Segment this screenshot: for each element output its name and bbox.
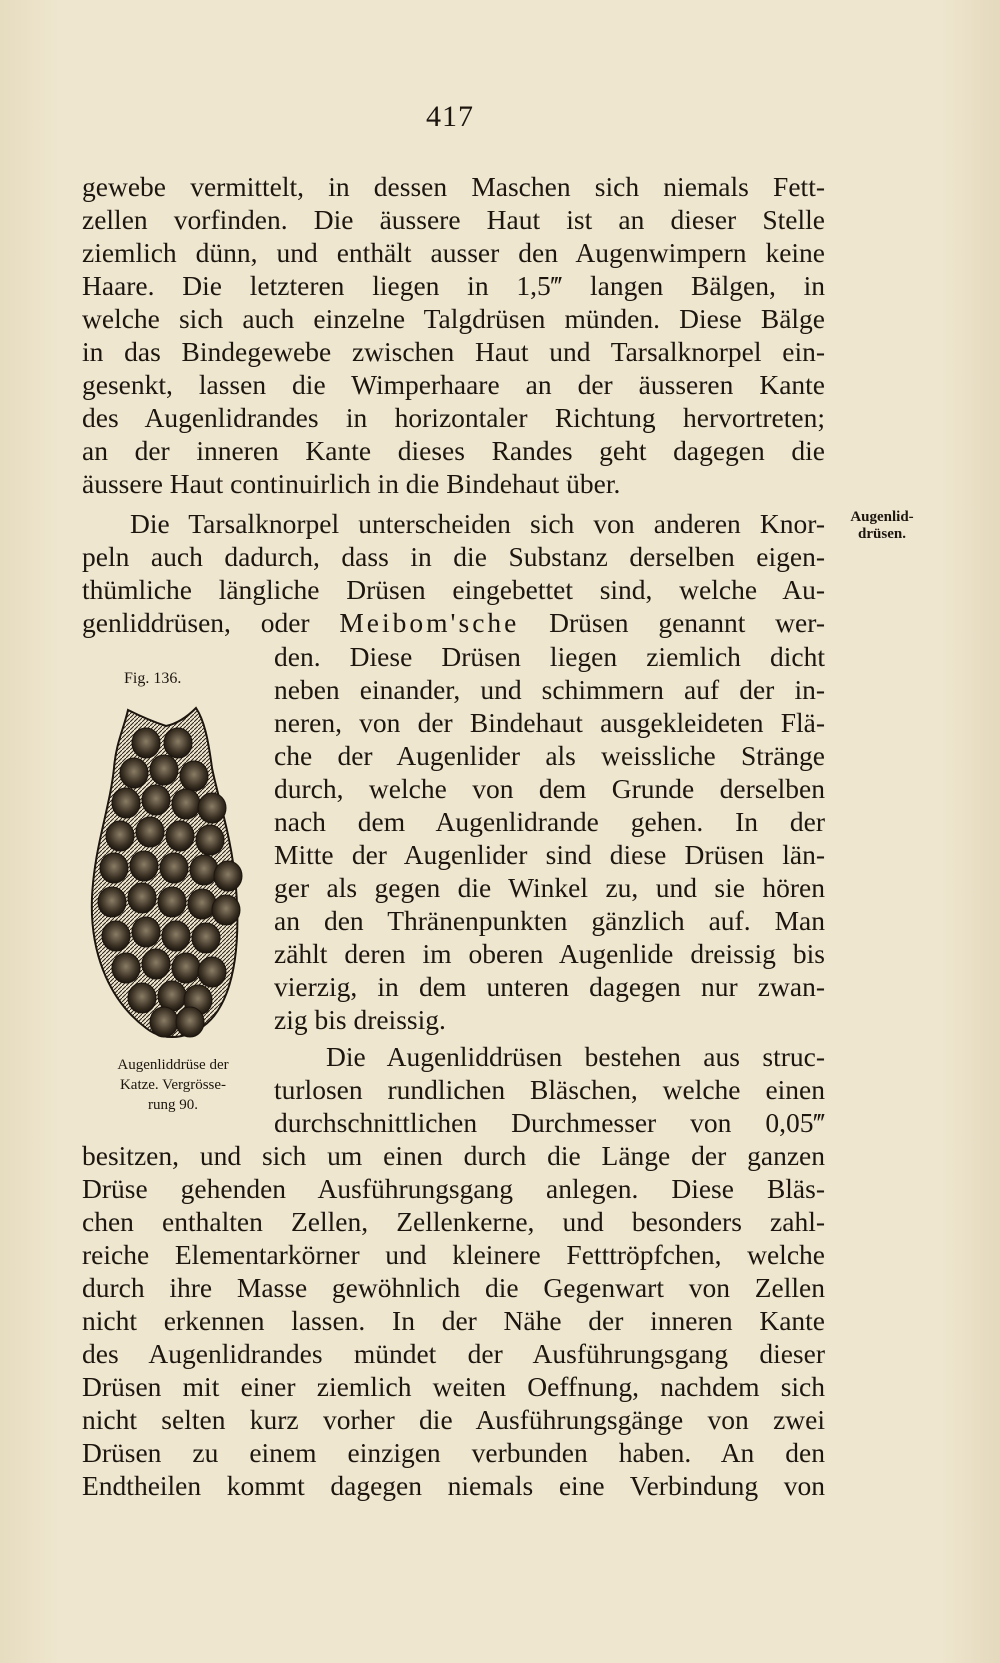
gland-lobe bbox=[112, 788, 140, 818]
text-line: den. Diese Drüsen liegen ziemlich dicht bbox=[274, 641, 825, 672]
text-line: Die Tarsalknorpel unterscheiden sich von anderen Knor- bbox=[130, 508, 825, 539]
text-line: durchschnittlichen Durchmesser von 0,05‴ bbox=[274, 1107, 825, 1138]
text-line: in das Bindegewebe zwischen Haut und Tarsalknorpel ein- bbox=[82, 336, 825, 367]
gland-lobe bbox=[162, 921, 190, 951]
gland-lobe bbox=[142, 785, 170, 815]
text-line: che der Augenlider als weissliche Stränge bbox=[274, 740, 825, 771]
text-line: zig bis dreissig. bbox=[274, 1004, 446, 1035]
text-line: des Augenlidrandes mündet der Ausführungsgang dieser bbox=[82, 1338, 825, 1369]
gland-lobe bbox=[198, 793, 226, 823]
text-line: welche sich auch einzelne Talgdrüsen münden. Diese Bälge bbox=[82, 303, 825, 334]
gland-lobe bbox=[164, 728, 192, 758]
caption-line: Katze. Vergrösse- bbox=[119, 1077, 227, 1093]
margin-note-line: drüsen. bbox=[858, 526, 906, 542]
text-line: chen enthalten Zellen, Zellenkerne, und besonders zahl- bbox=[82, 1206, 825, 1237]
text-line: ziemlich dünn, und enthält ausser den Augenwimpern keine bbox=[82, 237, 825, 268]
text-line: vierzig, in dem unteren dagegen nur zwan- bbox=[274, 971, 825, 1002]
text-line: gesenkt, lassen die Wimperhaare an der äusseren Kante bbox=[82, 369, 825, 400]
gland-lobe bbox=[160, 853, 188, 883]
text-line: besitzen, und sich um einen durch die Länge der ganzen bbox=[82, 1140, 825, 1171]
text-line: ger als gegen die Winkel zu, und sie hören bbox=[274, 872, 825, 903]
text-line: Drüsen mit einer ziemlich weiten Oeffnung, nachdem sich bbox=[82, 1371, 825, 1402]
text-line: thümliche längliche Drüsen eingebettet sind, welche Au- bbox=[82, 574, 825, 605]
gland-lobe bbox=[172, 953, 200, 983]
text-line: des Augenlidrandes in horizontaler Richtung hervortreten; bbox=[82, 402, 825, 433]
spaced-name: Meibom'sche bbox=[339, 607, 520, 638]
gland-lobe bbox=[112, 953, 140, 983]
text-line: Mitte der Augenlider sind diese Drüsen län- bbox=[274, 839, 825, 870]
gland-lobe bbox=[120, 758, 148, 788]
text-line: Die Augenliddrüsen bestehen aus struc- bbox=[326, 1041, 825, 1072]
text-line: äussere Haut continuirlich in die Bindehaut über. bbox=[82, 468, 621, 499]
gland-lobe bbox=[130, 851, 158, 881]
text-line: neren, von der Bindehaut ausgekleideten Flä- bbox=[274, 707, 825, 738]
gland-lobe bbox=[100, 853, 128, 883]
gland-lobe bbox=[158, 887, 186, 917]
text-line: durch, welche von dem Grunde derselben bbox=[274, 773, 825, 804]
gland-lobe bbox=[212, 895, 240, 925]
caption-line: rung 90. bbox=[148, 1097, 198, 1113]
page-number: 417 bbox=[426, 100, 474, 133]
text-line: turlosen rundlichen Bläschen, welche einen bbox=[274, 1074, 825, 1105]
gland-lobe bbox=[196, 825, 224, 855]
gland-lobe bbox=[192, 923, 220, 953]
text-line: Endtheilen kommt dagegen niemals eine Verbindung von bbox=[82, 1470, 825, 1501]
margin-note bbox=[832, 509, 932, 543]
gland-lobe bbox=[176, 1007, 204, 1037]
text-line: an den Thränenpunkten gänzlich auf. Man bbox=[274, 905, 825, 936]
text-line: durch ihre Masse gewöhnlich die Gegenwart von Zellen bbox=[82, 1272, 825, 1303]
text-line: Drüse gehenden Ausführungsgang anlegen. Diese Bläs- bbox=[82, 1173, 825, 1204]
text-line-with-name: genliddrüsen, oder Meibom'sche Drüsen genannt wer- bbox=[82, 607, 825, 638]
text-line: gewebe vermittelt, in dessen Maschen sich niemals Fett- bbox=[82, 171, 825, 202]
text-line: neben einander, und schimmern auf der in- bbox=[274, 674, 825, 705]
gland-lobe bbox=[132, 728, 160, 758]
gland-lobe bbox=[198, 957, 226, 987]
gland-illustration bbox=[86, 698, 246, 1050]
text-line: nach dem Augenlidrande gehen. In der bbox=[274, 806, 825, 837]
gland-lobe bbox=[142, 949, 170, 979]
gland-lobe bbox=[190, 855, 218, 885]
margin-note-line: Augenlid- bbox=[850, 509, 914, 525]
text-line bbox=[82, 606, 825, 639]
caption-line: Augenliddrüse der bbox=[117, 1057, 229, 1073]
gland-lobe bbox=[106, 821, 134, 851]
gland-lobe bbox=[128, 883, 156, 913]
text-line: zellen vorfinden. Die äussere Haut ist an dieser Stelle bbox=[82, 204, 825, 235]
gland-lobe bbox=[158, 981, 186, 1011]
text-line: Haare. Die letzteren liegen in 1,5‴ langen Bälgen, in bbox=[82, 270, 825, 301]
gland-lobe bbox=[166, 821, 194, 851]
figure-caption bbox=[88, 1055, 258, 1115]
gland-lobe bbox=[180, 761, 208, 791]
text-line: reiche Elementarkörner und kleinere Fetttröpfchen, welche bbox=[82, 1239, 825, 1270]
gland-lobe bbox=[172, 789, 200, 819]
text-line: Drüsen zu einem einzigen verbunden haben. An den bbox=[82, 1437, 825, 1468]
gland-lobe bbox=[98, 887, 126, 917]
gland-lobe bbox=[150, 755, 178, 785]
gland-lobe bbox=[136, 817, 164, 847]
text-line: nicht selten kurz vorher die Ausführungsgänge von zwei bbox=[82, 1404, 825, 1435]
text-line: zählt deren im oberen Augenlide dreissig bis bbox=[274, 938, 825, 969]
gland-lobe bbox=[132, 917, 160, 947]
text-line: an der inneren Kante dieses Randes geht dagegen die bbox=[82, 435, 825, 466]
text-line: peln auch dadurch, dass in die Substanz derselben eigen- bbox=[82, 541, 825, 572]
gland-lobe bbox=[150, 1007, 178, 1037]
figure-label: Fig. 136. bbox=[124, 670, 182, 687]
gland-lobe bbox=[102, 921, 130, 951]
gland-lobe bbox=[188, 889, 216, 919]
gland-lobe bbox=[128, 983, 156, 1013]
text-line: nicht erkennen lassen. In der Nähe der inneren Kante bbox=[82, 1305, 825, 1336]
gland-lobe bbox=[214, 861, 242, 891]
